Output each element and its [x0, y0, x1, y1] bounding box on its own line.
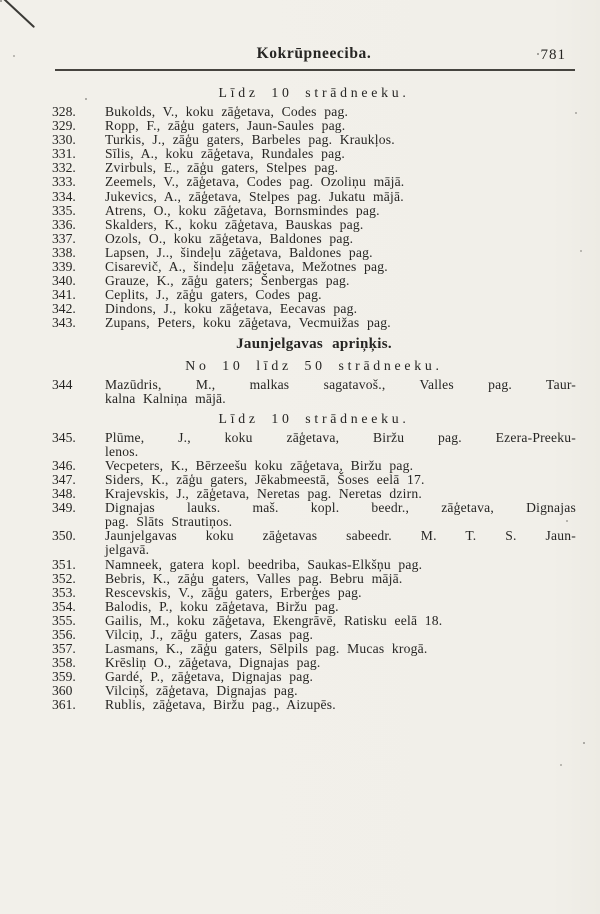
- directory-entry: [52, 529, 576, 557]
- scan-speck-marks: [0, 0, 2, 2]
- entry-line: Mazūdris, M., malkas sagatavoš., Valles pag. Taur-: [105, 376, 576, 392]
- directory-entry: [52, 656, 576, 670]
- entry-line: Gardé, P., zāģetava, Dignajas pag.: [105, 669, 314, 685]
- entry-number: 335.: [52, 202, 76, 218]
- entry-text: [105, 586, 576, 600]
- entry-text: [105, 431, 576, 459]
- directory-entry: [52, 288, 576, 302]
- entry-line: Lasmans, K., zāģu gaters, Sēlpils pag. Mucas krogā.: [105, 641, 428, 657]
- header-rule: [55, 69, 575, 71]
- entry-number: 360: [52, 683, 73, 699]
- entry-text: [105, 459, 576, 473]
- entry-number: 342.: [52, 301, 76, 317]
- entry-line: Bebris, K., zāģu gaters, Valles pag. Bebru mājā.: [105, 570, 403, 586]
- entry-line: jelgavā.: [105, 542, 150, 558]
- entry-number: 357.: [52, 641, 76, 657]
- page-header: [0, 0, 600, 71]
- entry-text: [105, 670, 576, 684]
- entry-text: [105, 274, 576, 288]
- entry-text: [105, 698, 576, 712]
- entry-number: 355.: [52, 612, 76, 628]
- entry-line: Gailis, M., koku zāģetava, Ekengrāvē, Ratisku eelā 18.: [105, 612, 443, 628]
- entry-text: [105, 260, 576, 274]
- directory-entry: [52, 572, 576, 586]
- entry-number: 329.: [52, 118, 76, 134]
- directory-entry: [52, 175, 576, 189]
- entry-number: 332.: [52, 160, 76, 176]
- entry-line: Lapsen, J.., šindeļu zāģetava, Baldones pag.: [105, 244, 373, 260]
- directory-list: [52, 85, 576, 713]
- entry-line: lenos.: [105, 443, 139, 459]
- entry-line: Vilciņ, J., zāģu gaters, Zasas pag.: [105, 627, 314, 642]
- entry-line: Skalders, K., koku zāģetava, Bauskas pag.: [105, 216, 364, 232]
- directory-entry: [52, 614, 576, 628]
- directory-entry: [52, 119, 576, 133]
- entry-number: 328.: [52, 104, 76, 119]
- entry-line: Zupans, Peters, koku zāģetava, Vecmuižas pag.: [105, 315, 391, 331]
- entry-number: 350.: [52, 528, 76, 544]
- entry-text: [105, 133, 576, 147]
- directory-entry: [52, 487, 576, 501]
- entry-text: [105, 302, 576, 316]
- directory-entry: [52, 218, 576, 232]
- entry-line: Krajevskis, J., zāģetava, Neretas pag. Neretas dzirn.: [105, 486, 422, 502]
- entry-number: 358.: [52, 655, 76, 671]
- entry-line: Atrens, O., koku zāģetava, Bornsmindes pag.: [105, 202, 380, 218]
- entry-line: Zvirbuls, E., zāģu gaters, Stelpes pag.: [105, 160, 339, 176]
- directory-entry: [52, 459, 576, 473]
- directory-entry: [52, 204, 576, 218]
- entry-number: 359.: [52, 669, 76, 685]
- entry-number: 344: [52, 376, 73, 392]
- entry-line: Grauze, K., zāģu gaters; Šenbergas pag.: [105, 273, 350, 289]
- directory-entry: [52, 246, 576, 260]
- entry-number: 352.: [52, 570, 76, 586]
- entry-text: [105, 628, 576, 642]
- entry-number: 339.: [52, 259, 76, 275]
- entry-text: [105, 147, 576, 161]
- entry-text: [105, 473, 576, 487]
- entry-number: 330.: [52, 132, 76, 148]
- entry-text: [105, 684, 576, 698]
- entry-text: [105, 218, 576, 232]
- worker-size-heading: Līdz 10 strādneeku.: [218, 410, 410, 426]
- directory-entry: [52, 161, 576, 175]
- entry-number: 348.: [52, 486, 76, 502]
- entry-number: 354.: [52, 598, 76, 614]
- directory-entry: [52, 133, 576, 147]
- entry-number: 353.: [52, 584, 76, 600]
- entry-number: 331.: [52, 146, 76, 162]
- entry-number: 338.: [52, 244, 76, 260]
- entry-number: 346.: [52, 457, 76, 473]
- entry-line: kalna Kalniņa mājā.: [105, 390, 226, 406]
- directory-entry: [52, 628, 576, 642]
- page-number: 781: [540, 47, 566, 63]
- entry-line: Balodis, P., koku zāģetava, Biržu pag.: [105, 598, 339, 614]
- district-heading: Jaunjelgavas apriņķis.: [236, 335, 392, 352]
- directory-entry: [52, 274, 576, 288]
- directory-entry: [52, 642, 576, 656]
- entry-text: [105, 600, 576, 614]
- directory-entry: [52, 232, 576, 246]
- worker-size-heading: No 10 līdz 50 strādneeku.: [185, 357, 443, 373]
- directory-entry: [52, 670, 576, 684]
- entry-number: 340.: [52, 273, 76, 289]
- entry-text: [105, 378, 576, 406]
- entry-line: Sīlis, A., koku zāģetava, Rundales pag.: [105, 146, 345, 162]
- entry-line: Bukolds, V., koku zāģetava, Codes pag.: [105, 104, 349, 119]
- entry-number: 361.: [52, 697, 76, 713]
- entry-text: [105, 175, 576, 189]
- worker-size-heading: Līdz 10 strādneeku.: [218, 85, 410, 100]
- entry-number: 347.: [52, 471, 76, 487]
- entry-text: [105, 558, 576, 572]
- entry-text: [105, 232, 576, 246]
- directory-entry: [52, 698, 576, 712]
- directory-entry: [52, 190, 576, 204]
- running-title: Kokrūpneeciba.: [256, 45, 372, 62]
- entry-number: 333.: [52, 174, 76, 190]
- entry-number: 345.: [52, 429, 76, 445]
- directory-entry: [52, 302, 576, 316]
- entry-text: [105, 642, 576, 656]
- directory-entry: [52, 558, 576, 572]
- entry-line: Jukevics, A., zāģetava, Stelpes pag. Jukatu mājā.: [105, 188, 404, 204]
- entry-line: Namneek, gatera kopl. beedriba, Saukas-Elkšņu pag.: [105, 556, 423, 572]
- directory-entry: [52, 105, 576, 119]
- entry-text: [105, 316, 576, 330]
- entry-line: Cisarevič, A., šindeļu zāģetava, Mežotnes pag.: [105, 259, 388, 275]
- entry-number: 336.: [52, 216, 76, 232]
- directory-entry: [52, 147, 576, 161]
- entry-line: Ropp, F., zāģu gaters, Jaun-Saules pag.: [105, 118, 346, 134]
- entry-number: 349.: [52, 500, 76, 516]
- entry-number: 343.: [52, 315, 76, 331]
- entry-text: [105, 161, 576, 175]
- directory-entry: [52, 501, 576, 529]
- entry-number: 351.: [52, 556, 76, 572]
- entry-line: Plūme, J., koku zāģetava, Biržu pag. Ezera-Preeku-: [105, 429, 576, 445]
- entry-text: [105, 204, 576, 218]
- entry-text: [105, 501, 576, 529]
- directory-entry: [52, 431, 576, 459]
- directory-entry: [52, 378, 576, 406]
- entry-line: Vilciņš, zāģetava, Dignajas pag.: [105, 683, 298, 699]
- entry-text: [105, 246, 576, 260]
- entry-line: Zeemels, V., zāģetava, Codes pag. Ozoliņu mājā.: [105, 174, 405, 190]
- entry-line: Turkis, J., zāģu gaters, Barbeles pag. Kraukļos.: [105, 132, 395, 148]
- entry-text: [105, 119, 576, 133]
- entry-text: [105, 572, 576, 586]
- directory-entry: [52, 684, 576, 698]
- directory-entry: [52, 586, 576, 600]
- entry-number: 334.: [52, 188, 76, 204]
- entry-number: 341.: [52, 287, 76, 303]
- entry-line: Ceplits, J., zāģu gaters, Codes pag.: [105, 287, 322, 303]
- entry-line: Krēsliņ O., zāģetava, Dignajas pag.: [105, 655, 321, 671]
- entry-text: [105, 105, 576, 119]
- directory-entry: [52, 600, 576, 614]
- entry-line: Vecpeters, K., Bērzeešu koku zāģetava, Biržu pag.: [105, 457, 414, 473]
- entry-line: pag. Slāts Strautiņos.: [105, 514, 233, 530]
- directory-entry: [52, 316, 576, 330]
- entry-text: [105, 614, 576, 628]
- entry-text: [105, 190, 576, 204]
- directory-entry: [52, 260, 576, 274]
- entry-line: Dignajas lauks. maš. kopl. beedr., zāģetava, Dignajas: [105, 500, 576, 516]
- entry-text: [105, 487, 576, 501]
- directory-entry: [52, 473, 576, 487]
- entry-number: 337.: [52, 230, 76, 246]
- entry-line: Rescevskis, V., zāģu gaters, Erberģes pag.: [105, 584, 362, 600]
- entry-line: Rublis, zāģetava, Biržu pag., Aizupēs.: [105, 697, 336, 713]
- entry-line: Jaunjelgavas koku zāģetavas sabeedr. M. T. S. Jaun-: [105, 528, 576, 544]
- entry-text: [105, 529, 576, 557]
- entry-line: Siders, K., zāģu gaters, Jēkabmeestā, Šoses eelā 17.: [105, 471, 425, 487]
- entry-text: [105, 288, 576, 302]
- entry-text: [105, 656, 576, 670]
- entry-number: 356.: [52, 627, 76, 642]
- entry-line: Ozols, O., koku zāģetava, Baldones pag.: [105, 230, 354, 246]
- entry-line: Dindons, J., koku zāģetava, Eecavas pag.: [105, 301, 358, 317]
